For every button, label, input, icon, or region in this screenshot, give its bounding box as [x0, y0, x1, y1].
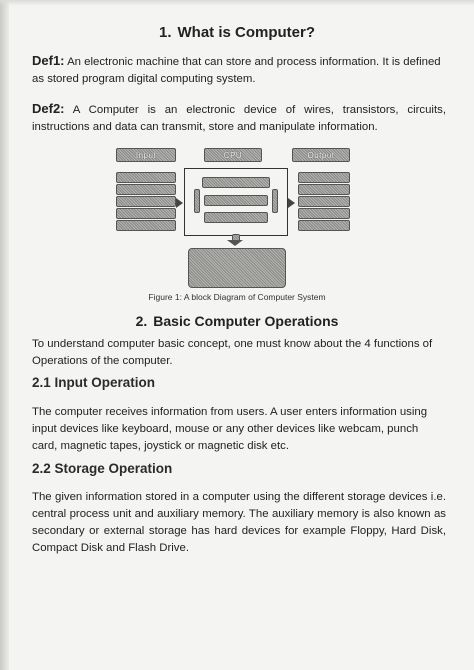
definition-1-text: An electronic machine that can store and process information. It is defined as stored program digital computing system. — [32, 56, 441, 85]
figure-caption: Figure 1: A block Diagram of Computer System — [148, 292, 326, 302]
arrow-down-icon — [227, 240, 243, 246]
cpu-connector — [194, 189, 200, 213]
section-1-number: 1. — [158, 24, 172, 41]
output-device-block — [298, 208, 350, 219]
definition-2 — [32, 100, 446, 136]
output-device-block — [298, 196, 350, 207]
definition-2-label: Def2: — [32, 101, 65, 116]
section-2-number: 2. — [135, 313, 148, 329]
page-edge-shadow — [0, 0, 9, 670]
input-device-block — [116, 208, 176, 219]
block-diagram — [112, 146, 350, 292]
cpu-label: CPU — [223, 150, 243, 160]
output-device-block — [298, 184, 350, 195]
definition-1-label: Def1: — [32, 53, 65, 68]
section-2-1-text: The computer receives information from users. A user enters information using input devices like keyboard, mouse or any other devices like webcam, punch card, magnetic tapes, joystick or magnetic disk etc. — [32, 406, 428, 452]
section-2-text: To understand computer basic concept, one must know about the 4 functions of Operations of the computer. — [32, 338, 433, 367]
page-top-shadow — [0, 0, 474, 6]
output-device-block — [298, 220, 350, 231]
section-1-heading — [0, 24, 474, 41]
input-header-block — [116, 148, 176, 162]
cpu-unit-block — [204, 195, 268, 206]
section-2-2-heading: 2.2 Storage Operation — [32, 461, 173, 476]
section-2-title: Basic Computer Operations — [153, 313, 339, 329]
arrow-right-icon — [176, 198, 183, 208]
section-2-heading — [0, 313, 474, 329]
cpu-unit-block — [202, 177, 270, 188]
output-header-block — [292, 148, 350, 162]
input-device-block — [116, 172, 176, 183]
output-label: Output — [307, 150, 335, 160]
input-device-block — [116, 184, 176, 195]
cpu-connector — [272, 189, 278, 213]
output-device-block — [298, 172, 350, 183]
input-device-block — [116, 220, 176, 231]
section-2-2-text: The given information stored in a computer using the different storage devices i.e. central process unit and auxiliary memory. The auxiliary memory is also known as secondary or external storage has hard devices for example Floppy, Hard Disk, Compact Disk and Flash Drive. — [32, 491, 446, 554]
definition-2-text: A Computer is an electronic device of wires, transistors, circuits, instructions and data can transmit, store and manipulate information. — [32, 104, 446, 133]
section-1-title: What is Computer? — [177, 24, 315, 41]
section-2-1-heading: 2.1 Input Operation — [32, 375, 156, 390]
definition-1 — [32, 52, 446, 88]
input-label: Input — [135, 150, 157, 160]
input-device-block — [116, 196, 176, 207]
cpu-unit-block — [204, 212, 268, 223]
memory-block — [188, 248, 286, 288]
arrow-right-icon — [288, 198, 295, 208]
cpu-header-block — [204, 148, 262, 162]
